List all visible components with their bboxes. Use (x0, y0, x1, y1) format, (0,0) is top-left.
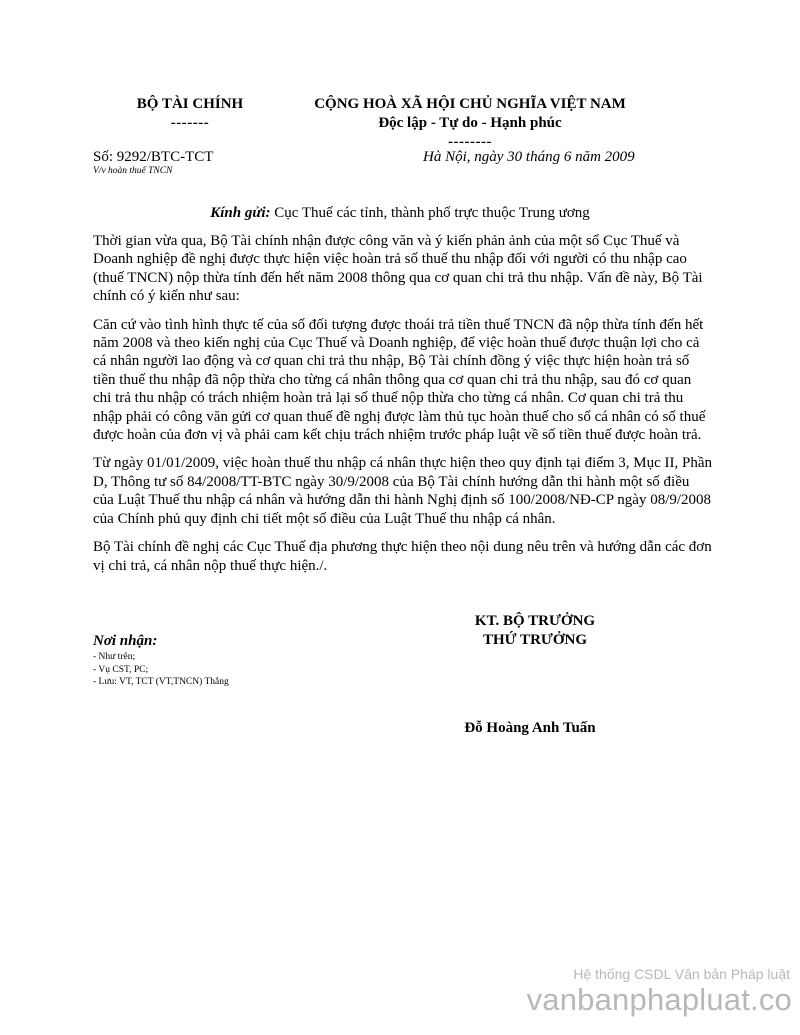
body-paragraph-4: Bộ Tài chính đề nghị các Cục Thuế địa phương thực hiện theo nội dung nêu trên và hướng dẫn các đơn vị chi trả, cá nhân nộp thuế thực hiện./. (93, 539, 712, 574)
agency-name: BỘ TÀI CHÍNH (136, 96, 244, 112)
national-heading-block (290, 95, 650, 152)
agency-underline: ------- (170, 115, 210, 131)
recipient-item: - Lưu: VT, TCT (VT,TNCN) Thắng (93, 677, 229, 687)
national-motto: Độc lập - Tự do - Hạnh phúc (378, 115, 562, 131)
body-paragraph-2: Căn cứ vào tình hình thực tế của số đối tượng được thoái trả tiền thuế TNCN đã nộp thừa tính đến hết năm 2008 và theo kiến nghị của Cục Thuế và Doanh nghiệp, để việc hoàn thuế được thuận lợi cho cả cá nhân người lao động và cơ quan chi trả thu nhập, Bộ Tài chính đồng ý việc thực hiện hoàn trả số tiền thuế thu nhập đã nộp thừa cho từng cá nhân thông qua cơ quan chi trả thu nhập, sau đó cơ quan chi trả thu nhập có trách nhiệm hoàn trả lại số thuế nộp thừa cho từng cá nhân. Cơ quan chi trả thu nhập phải có công văn gửi cơ quan thuế đề nghị được làm thủ tục hoàn thuế cho số cá nhân có số thuế được hoàn của đơn vị và phải cam kết chịu trách nhiệm trước pháp luật về số tiền thuế được hoàn trả. (93, 316, 706, 444)
signer-authority: KT. BỘ TRƯỞNG (474, 613, 596, 629)
addressee-label: Kính gửi: (210, 205, 271, 221)
document-subject: V/v hoàn thuế TNCN (93, 166, 173, 176)
issuing-agency-block (110, 95, 270, 133)
document-number: Số: 9292/BTC-TCT (93, 149, 214, 165)
document-body (93, 232, 713, 585)
issue-date: Hà Nội, ngày 30 tháng 6 năm 2009 (423, 149, 635, 165)
signer-position: THỨ TRƯỞNG (482, 632, 588, 648)
watermark-site: vanbanphapluat.co (526, 982, 792, 1017)
recipient-item: - Vụ CST, PC; (93, 664, 149, 675)
addressee-name: Cục Thuế các tỉnh, thành phố trực thuộc Trung ương (270, 205, 590, 221)
recipients-list (93, 651, 229, 689)
recipient-item: - Như trên; (93, 652, 136, 662)
signer-name: Đỗ Hoàng Anh Tuấn (464, 720, 596, 736)
body-paragraph-1: Thời gian vừa qua, Bộ Tài chính nhận được công văn và ý kiến phản ảnh của một số Cục Thuế và Doanh nghiệp đề nghị được thực hiện việc hoàn trả số thuế thu nhập đối với người có thu nhập cao (thuế TNCN) nộp thừa tính đến hết năm 2008 thông qua cơ quan chi trả thu nhập. Vấn đề này, Bộ Tài chính có ý kiến như sau: (93, 233, 703, 305)
body-paragraph-3: Từ ngày 01/01/2009, việc hoàn thuế thu nhập cá nhân thực hiện theo quy định tại điểm 3, Mục II, Phần D, Thông tư số 84/2008/TT-BTC ngày 30/9/2008 của Bộ Tài chính hướng dẫn thi hành một số điều của Luật Thuế thu nhập cá nhân và hướng dẫn thi hành Nghị định số 100/2008/NĐ-CP ngày 08/9/2008 của Chính phủ quy định chi tiết một số điều của Luật Thuế thu nhập cá nhân. (93, 455, 713, 527)
watermark-caption: Hệ thống CSDL Văn bản Pháp luật (573, 966, 790, 982)
recipients-heading: Nơi nhận: (93, 633, 158, 649)
signer-title-block (440, 612, 630, 650)
motto-underline: -------- (448, 134, 492, 150)
country-name: CỘNG HOÀ XÃ HỘI CHỦ NGHĨA VIỆT NAM (314, 96, 626, 112)
addressee-line (0, 205, 800, 222)
